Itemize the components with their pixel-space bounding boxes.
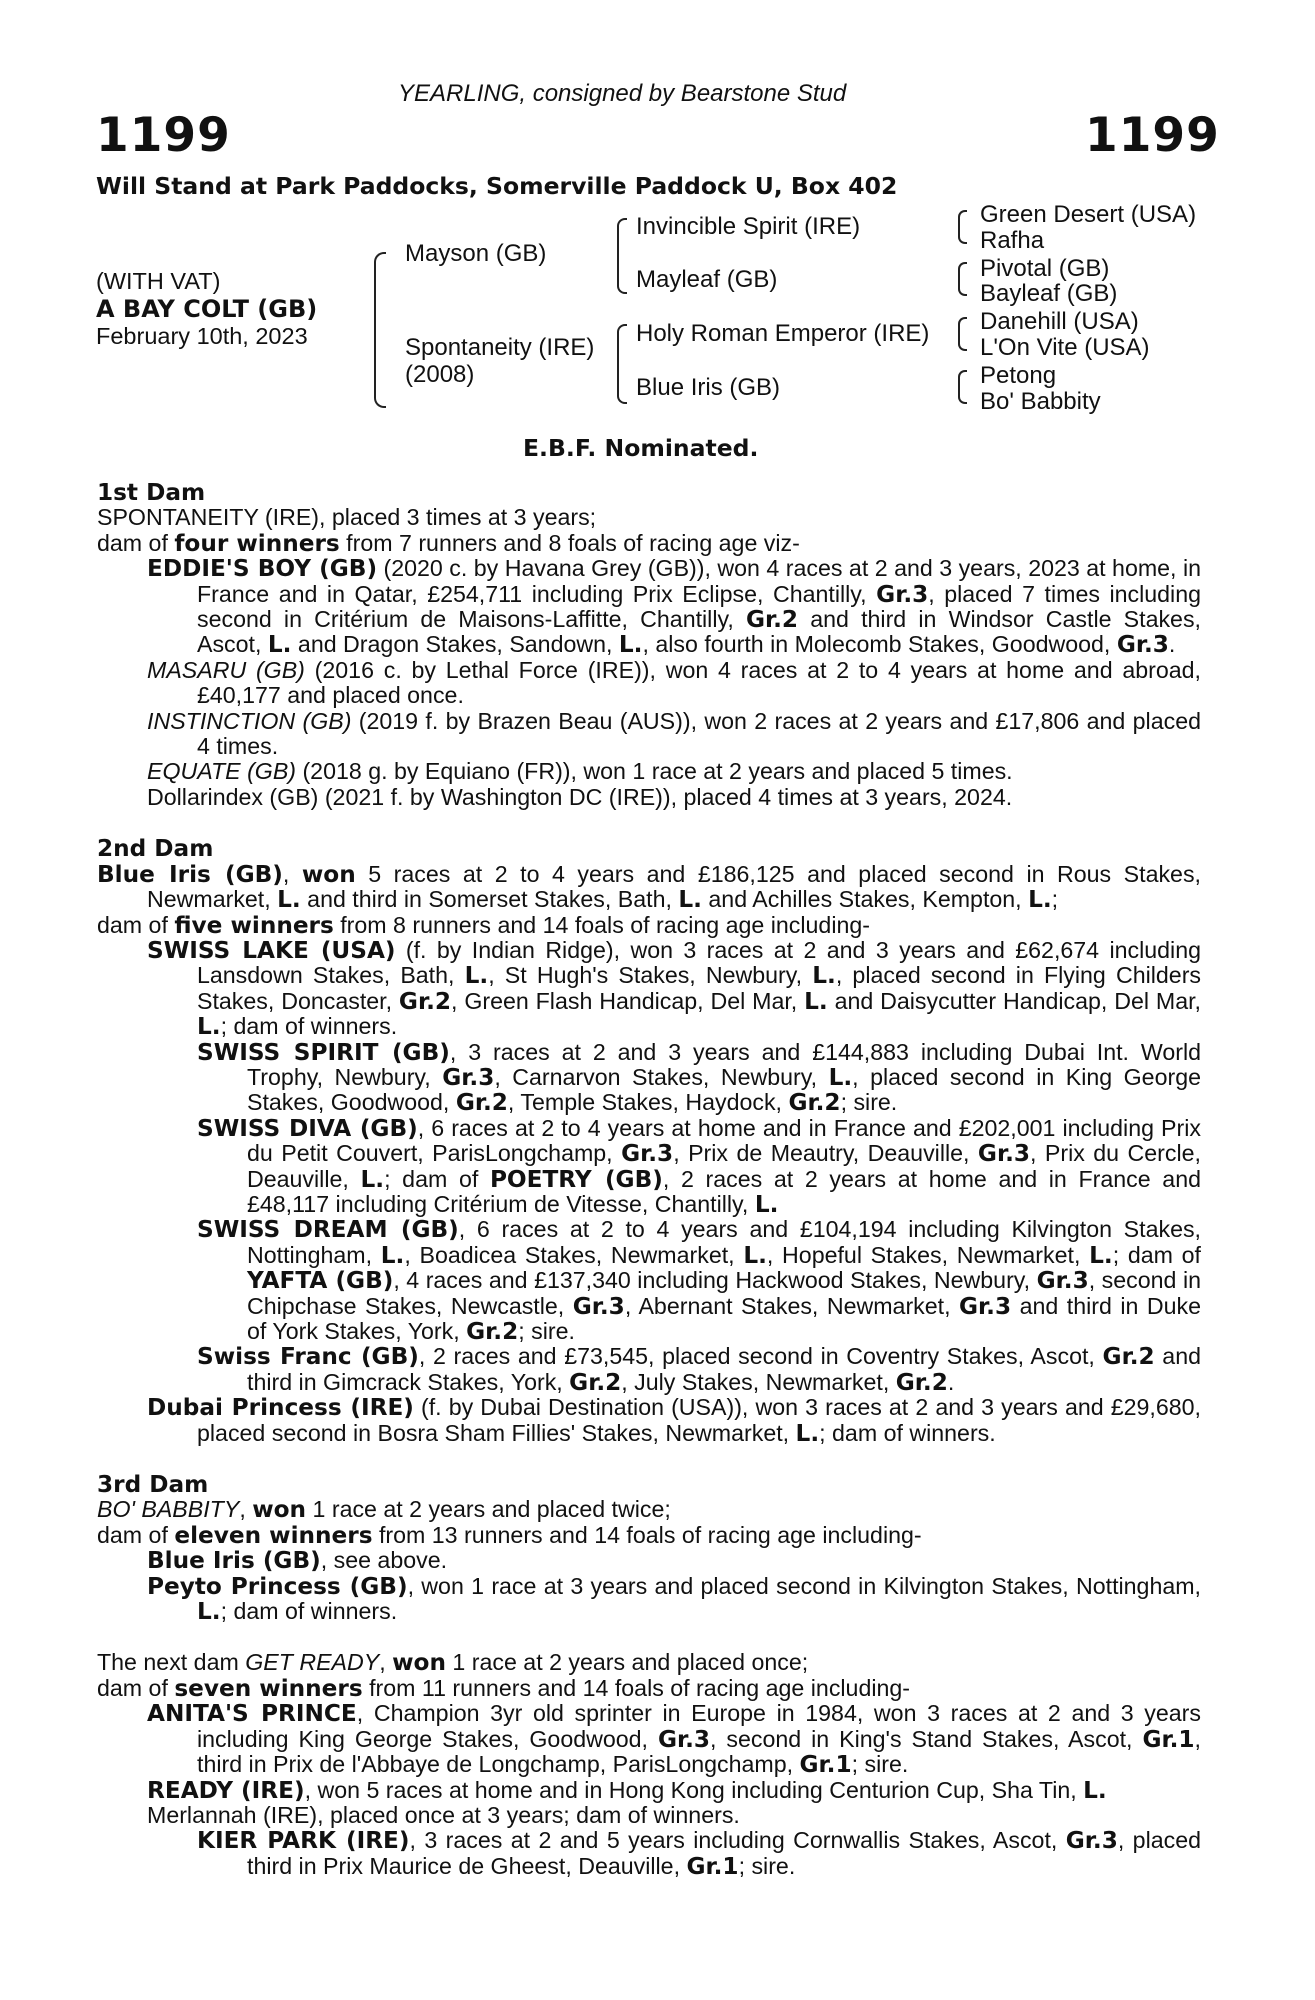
- pedigree-dss: Danehill (USA): [980, 308, 1139, 335]
- pedigree-ssd: Rafha: [980, 227, 1045, 254]
- produce-entry-merlannah: Merlannah (IRE), placed once at 3 years; dam of winners.: [147, 1801, 740, 1828]
- pedigree-dam-dam: Blue Iris (GB): [636, 374, 781, 401]
- horse-name: A BAY COLT (GB): [96, 295, 318, 323]
- pedigree-sire: Mayson (GB): [405, 240, 547, 267]
- pedigree-dam-year: (2008): [405, 361, 475, 388]
- produce-entry-equate: EQUATE (GB) (2018 g. by Equiano (FR)), won 1 race at 2 years and placed 5 times.: [147, 758, 1013, 785]
- pedigree-sss: Green Desert (USA): [980, 201, 1197, 228]
- pedigree-dsd: L'On Vite (USA): [980, 334, 1150, 361]
- produce-entry-dubai-princess: Dubai Princess (IRE) (f. by Dubai Destination (USA)), won 3 races at 2 and 3 years and £29,680, placed second in Bosra Sham Fillies' Stakes, Newmarket, L.; dam of winners.: [147, 1394, 1201, 1447]
- third-dam-line: BO' BABBITY, won 1 race at 2 years and placed twice;: [97, 1496, 671, 1524]
- produce-entry-kier-park: KIER PARK (IRE), 3 races at 2 and 5 years including Cornwallis Stakes, Ascot, Gr.3, placed third in Prix Maurice de Gheest, Deauville, Gr.1; sire.: [197, 1827, 1202, 1880]
- pedigree-ddd: Bo' Babbity: [980, 388, 1101, 415]
- pedigree-sds: Pivotal (GB): [980, 255, 1110, 282]
- lot-number-right: 1199: [1085, 108, 1220, 163]
- pedigree-dam-sire: Holy Roman Emperor (IRE): [636, 320, 930, 347]
- first-dam-produce: dam of four winners from 7 runners and 8 foals of racing age viz-: [97, 529, 800, 557]
- pedigree-dam: Spontaneity (IRE): [405, 334, 595, 361]
- pedigree-brace-ss: [958, 210, 967, 244]
- pedigree-sire-sire: Invincible Spirit (IRE): [636, 213, 861, 240]
- pedigree-brace-ds: [958, 317, 967, 351]
- pedigree-brace-sire: [617, 218, 627, 294]
- pedigree-brace-sd: [958, 262, 967, 296]
- stabling-location: Will Stand at Park Paddocks, Somerville Paddock U, Box 402: [96, 172, 898, 200]
- vat-note: (WITH VAT): [96, 268, 221, 294]
- produce-entry-swiss-diva: SWISS DIVA (GB), 6 races at 2 to 4 years at home and in France and £202,001 including Prix du Petit Couvert, ParisLongchamp, Gr.3, Prix de Meautry, Deauville, Gr.3, Prix du Cercle, Deauville, L.; dam of POETRY (GB), 2 races at 2 years at home and in France and £48,117 including Critérium de Vitesse, Chantilly, L.: [197, 1114, 1201, 1218]
- second-dam-produce: dam of five winners from 8 runners and 14 foals of racing age including-: [97, 911, 870, 939]
- next-dam-line: The next dam GET READY, won 1 race at 2 years and placed once;: [97, 1649, 809, 1677]
- produce-entry-swiss-franc: Swiss Franc (GB), 2 races and £73,545, placed second in Coventry Stakes, Ascot, Gr.2 and third in Gimcrack Stakes, York, Gr.2, July Stakes, Newmarket, Gr.2.: [197, 1343, 1201, 1396]
- pedigree-brace-dd: [958, 370, 967, 404]
- produce-entry-masaru: MASARU (GB) (2016 c. by Lethal Force (IRE)), won 4 races at 2 to 4 years at home and abroad, £40,177 and placed once.: [147, 656, 1201, 709]
- pedigree-brace-dam: [617, 324, 627, 404]
- produce-entry-swiss-dream: SWISS DREAM (GB), 6 races at 2 to 4 years and £104,194 including Kilvington Stakes, Nottingham, L., Boadicea Stakes, Newmarket, L., Hopeful Stakes, Newmarket, L.; dam of YAFTA (GB), 4 races and £137,340 including Hackwood Stakes, Newbury, Gr.3, second in Chipchase Stakes, Newcastle, Gr.3, Abernant Stakes, Newmarket, Gr.3 and third in Duke of York Stakes, York, Gr.2; sire.: [197, 1216, 1201, 1345]
- produce-entry-eddies-boy: EDDIE'S BOY (GB) (2020 c. by Havana Grey (GB)), won 4 races at 2 and 3 years, 2023 at home, in France and in Qatar, £254,711 including Prix Eclipse, Chantilly, Gr.3, placed 7 times including second in Critérium de Maisons-Laffitte, Chantilly, Gr.2 and third in Windsor Castle Stakes, Ascot, L. and Dragon Stakes, Sandown, L., also fourth in Molecomb Stakes, Goodwood, Gr.3.: [147, 555, 1202, 659]
- ebf-note: E.B.F. Nominated.: [523, 434, 759, 462]
- first-dam-name: SPONTANEITY (IRE): [97, 504, 320, 531]
- produce-entry-swiss-spirit: SWISS SPIRIT (GB), 3 races at 2 and 3 years and £144,883 including Dubai Int. World Trophy, Newbury, Gr.3, Carnarvon Stakes, Newbury, L., placed second in King George Stakes, Goodwood, Gr.2, Temple Stakes, Haydock, Gr.2; sire.: [197, 1038, 1202, 1117]
- second-dam-heading: 2nd Dam: [97, 835, 214, 863]
- first-dam-heading: 1st Dam: [97, 479, 206, 506]
- produce-entry-dollarindex: Dollarindex (GB) (2021 f. by Washington DC (IRE)), placed 4 times at 3 years, 2024.: [147, 783, 1013, 810]
- pedigree-dds: Petong: [980, 362, 1057, 389]
- produce-entry-peyto-princess: Peyto Princess (GB), won 1 race at 3 years and placed second in Kilvington Stakes, Nottingham, L.; dam of winners.: [147, 1572, 1201, 1626]
- third-dam-heading: 3rd Dam: [97, 1471, 209, 1499]
- produce-entry-blue-iris: Blue Iris (GB), see above.: [147, 1547, 448, 1575]
- third-dam-produce: dam of eleven winners from 13 runners and 14 foals of racing age including-: [97, 1521, 922, 1549]
- horse-dob: February 10th, 2023: [96, 323, 308, 349]
- first-dam-line: SPONTANEITY (IRE), placed 3 times at 3 years;: [97, 504, 597, 531]
- produce-entry-ready: READY (IRE), won 5 races at home and in Hong Kong including Centurion Cup, Sha Tin, L.: [147, 1776, 1107, 1804]
- consignment-line: YEARLING, consigned by Bearstone Stud: [398, 80, 847, 107]
- produce-entry-instinction: INSTINCTION (GB) (2019 f. by Brazen Beau (AUS)), won 2 races at 2 years and £17,806 and placed 4 times.: [147, 707, 1201, 760]
- pedigree-sdd: Bayleaf (GB): [980, 280, 1118, 307]
- second-dam-line: Blue Iris (GB), won 5 races at 2 to 4 years and £186,125 and placed second in Rous Stakes, Newmarket, L. and third in Somerset Stakes, Bath, L. and Achilles Stakes, Kempton, L.;: [97, 860, 1201, 914]
- pedigree-sire-dam: Mayleaf (GB): [636, 266, 778, 293]
- pedigree-brace-main: [374, 252, 386, 408]
- catalogue-body: [97, 480, 1201, 1879]
- lot-number-left: 1199: [96, 108, 231, 163]
- produce-entry-swiss-lake: SWISS LAKE (USA) (f. by Indian Ridge), won 3 races at 2 and 3 years and £62,674 including Lansdown Stakes, Bath, L., St Hugh's Stakes, Newbury, L., placed second in Flying Childers Stakes, Doncaster, Gr.2, Green Flash Handicap, Del Mar, L. and Daisycutter Handicap, Del Mar, L.; dam of winners.: [147, 936, 1202, 1041]
- next-dam-produce: dam of seven winners from 11 runners and 14 foals of racing age including-: [97, 1674, 911, 1702]
- produce-entry-anitas-prince: ANITA'S PRINCE, Champion 3yr old sprinter in Europe in 1984, won 3 races at 2 and 3 years including King George Stakes, Goodwood, Gr.3, second in King's Stand Stakes, Ascot, Gr.1, third in Prix de l'Abbaye de Longchamp, ParisLongchamp, Gr.1; sire.: [147, 1700, 1201, 1779]
